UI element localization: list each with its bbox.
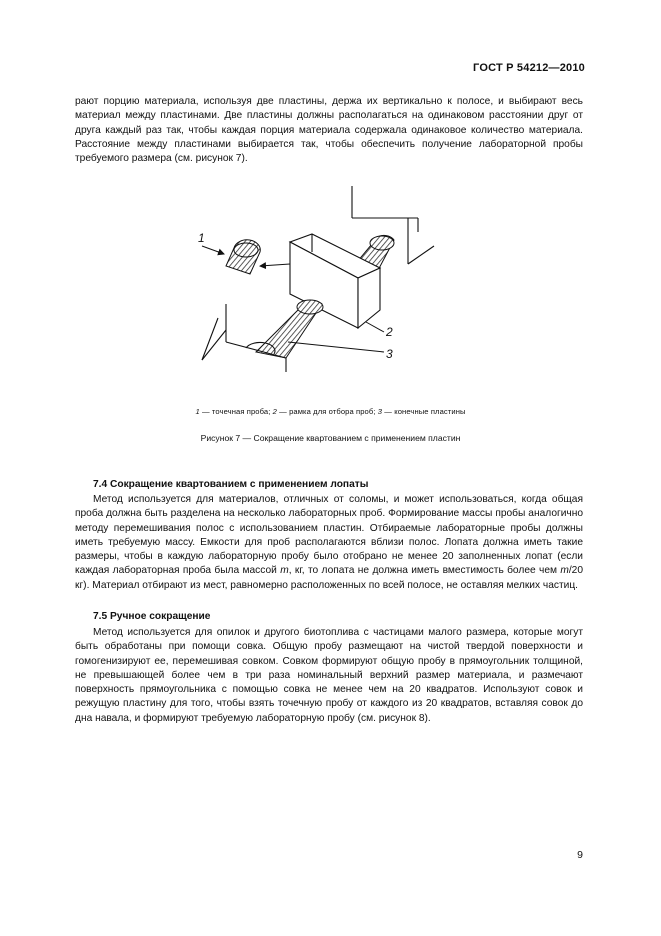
figure-7-diagram [190, 182, 450, 382]
leader-line-3 [288, 342, 384, 352]
document-header: ГОСТ Р 54212—2010 [473, 62, 585, 74]
figure-label-1: 1 [198, 231, 205, 245]
legend-text-2: — рамка для отбора проб; [276, 407, 378, 416]
section-7-5-paragraph: Метод используется для опилок и другого биотоплива с частицами малого размера, которые могут быть обработаны при помощи совка. Общую пробу размещают на чистой твердой поверхности и гомогенизируют ее, перемешивая совком. Совком формируют общую пробу в прямоугольник толщиной, не превышающей более чем в три раза номинальный верхний размер материала, и размечают поверхность прямоугольника с помощью совка не менее чем на 20 квадратов. Используют совок и режущую пластину для того, чтобы взять точечную пробу от каждого из 20 квадратов, вставляя совок до дна навала, и формируют требуемую лабораторную пробу (см. рисунок 8). [75, 627, 583, 724]
figure-label-3: 3 [386, 347, 393, 361]
figure-legend [0, 407, 661, 416]
figure-label-2: 2 [386, 325, 393, 339]
section-7-4-text-a: Метод используется для материалов, отличных от соломы, и может использоваться, когда общая проба должна быть разделена на несколько лабораторных проб. Формирование массы пробы аналогично методу перемешивания полос с использованием пластин. Отбираемые лабораторные пробы должны иметь требуемую массу. Емкости для проб располагаются вблизи полос. Лопата должна иметь такие размеры, чтобы в каждую лабораторную пробу было отобрано не менее 20 заполненных лопат (если каждая лабораторная проба была массой [75, 494, 583, 577]
increment-sample [226, 240, 260, 274]
legend-num-2: 2 [272, 407, 277, 416]
page-number: 9 [577, 849, 583, 861]
legend-text-1: — точечная проба; [199, 407, 273, 416]
end-plate-back [352, 186, 434, 264]
legend-num-3: 3 [377, 407, 383, 416]
leader-line-2 [366, 322, 384, 332]
legend-text-3: — конечные пластины [382, 407, 466, 416]
section-7-4-text-b: , кг, то лопата не должна иметь вместимость более чем [288, 565, 561, 577]
section-7-4-text-c: /20 кг). Материал отбирают из мест, равномерно расположенных по всей полосе, не оставляя мелких частиц. [75, 565, 584, 591]
section-7-4-paragraph [75, 493, 583, 593]
legend-num-1: 1 [195, 407, 200, 416]
intro-paragraph: рают порцию материала, используя две пластины, держа их вертикально к полосе, и выбирают весь материал между пластинами. Две пластины должны располагаться на одинаковом расстоянии друг от друга каждый раз так, чтобы каждая порция материала содержала одинаковое количество материала. Расстояние между пластинами выбирается так, чтобы обеспечить получение лабораторной пробы требуемого размера (см. рисунок 7). [75, 96, 583, 165]
section-7-4-heading: 7.4 Сокращение квартованием с применением лопаты [93, 479, 369, 490]
figure-caption: Рисунок 7 — Сокращение квартованием с применением пластин [200, 433, 461, 443]
arrow-to-sample [260, 264, 290, 266]
variable-m-2: m [560, 565, 569, 577]
section-7-5-heading: 7.5 Ручное сокращение [93, 611, 211, 622]
variable-m-1: m [280, 565, 289, 577]
arrow-label-1 [202, 246, 224, 254]
